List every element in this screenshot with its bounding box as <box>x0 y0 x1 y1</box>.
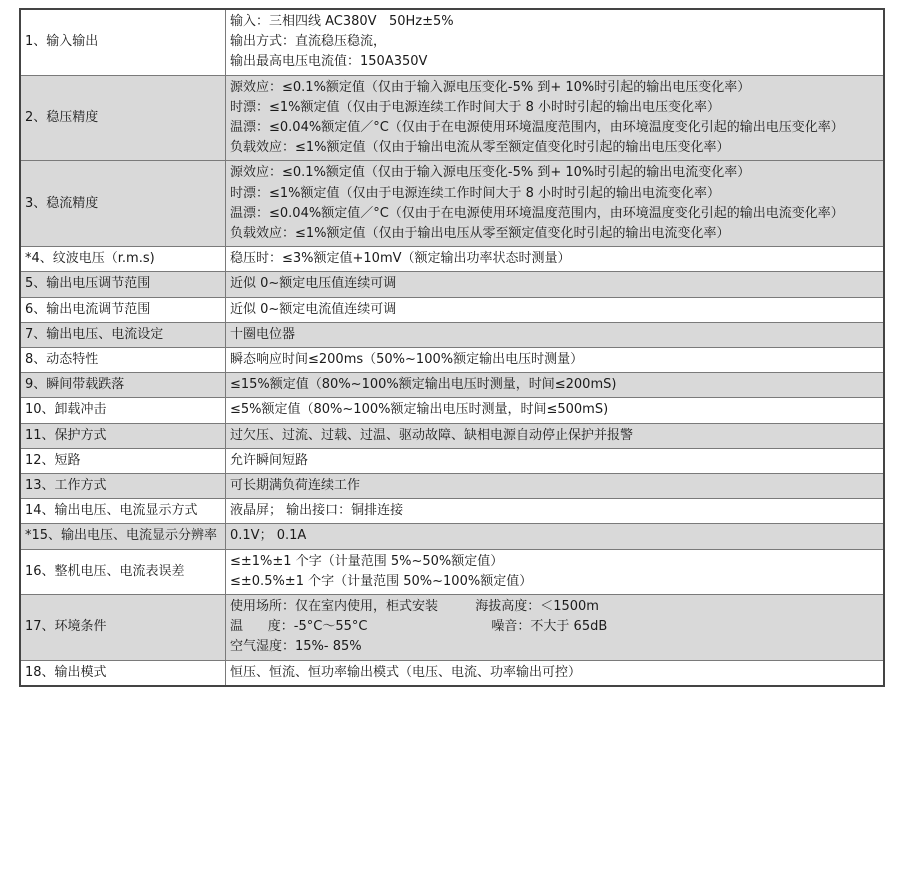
spec-label: 8、动态特性 <box>20 348 226 373</box>
spec-label: 5、输出电压调节范围 <box>20 272 226 297</box>
spec-value <box>226 75 885 161</box>
table-row <box>20 247 884 272</box>
table-row <box>20 9 884 75</box>
table-row <box>20 297 884 322</box>
spec-value: 液晶屏； 输出接口：铜排连接 <box>226 499 885 524</box>
spec-label: *4、纹波电压（r.m.s) <box>20 247 226 272</box>
spec-line: 负载效应：≤1%额定值（仅由于输出电压从零至额定值变化时引起的输出电流变化率） <box>230 226 730 242</box>
table-row <box>20 595 884 661</box>
spec-label: 2、稳压精度 <box>20 75 226 161</box>
spec-label: 12、短路 <box>20 448 226 473</box>
table-row <box>20 272 884 297</box>
spec-label: 10、卸载冲击 <box>20 398 226 423</box>
spec-line: 输出方式：直流稳压稳流， <box>230 34 387 50</box>
spec-line: 使用场所：仅在室内使用，柜式安装 海拔高度：＜1500m <box>230 599 599 615</box>
table-row <box>20 474 884 499</box>
table-row <box>20 322 884 347</box>
spec-label: 3、稳流精度 <box>20 161 226 247</box>
spec-value: 瞬态响应时间≤200ms（50%~100%额定输出电压时测量） <box>226 348 885 373</box>
spec-line: 负载效应：≤1%额定值（仅由于输出电流从零至额定值变化时引起的输出电压变化率） <box>230 140 730 156</box>
spec-line: 时漂：≤1%额定值（仅由于电源连续工作时间大于 8 小时时引起的输出电压变化率） <box>230 99 721 115</box>
spec-label: 9、瞬间带载跌落 <box>20 373 226 398</box>
spec-line: 温漂：≤0.04%额定值／°C（仅由于在电源使用环境温度范围内，由环境温度变化引起的输出电流变化率） <box>230 205 844 221</box>
spec-table-container <box>19 8 885 687</box>
spec-value: 近似 0~额定电流值连续可调 <box>226 297 885 322</box>
spec-label: 14、输出电压、电流显示方式 <box>20 499 226 524</box>
spec-value: ≤5%额定值（80%~100%额定输出电压时测量，时间≤500mS) <box>226 398 885 423</box>
spec-label: 11、保护方式 <box>20 423 226 448</box>
spec-value: 稳压时：≤3%额定值+10mV（额定输出功率状态时测量） <box>226 247 885 272</box>
spec-value <box>226 595 885 661</box>
spec-label: 18、输出模式 <box>20 660 226 686</box>
table-row <box>20 161 884 247</box>
spec-line: 空气湿度：15%- 85% <box>230 639 362 655</box>
spec-value: 过欠压、过流、过载、过温、驱动故障、缺相电源自动停止保护并报警 <box>226 423 885 448</box>
spec-table <box>19 8 885 687</box>
spec-label: 7、输出电压、电流设定 <box>20 322 226 347</box>
spec-value: 恒压、恒流、恒功率输出模式（电压、电流、功率输出可控） <box>226 660 885 686</box>
table-row <box>20 448 884 473</box>
table-row <box>20 75 884 161</box>
spec-value: 近似 0~额定电压值连续可调 <box>226 272 885 297</box>
table-row <box>20 398 884 423</box>
spec-label: 16、整机电压、电流表误差 <box>20 549 226 594</box>
spec-line: 输入：三相四线 AC380V 50Hz±5% <box>230 14 454 29</box>
spec-value: 0.1V； 0.1A <box>226 524 885 549</box>
table-row <box>20 524 884 549</box>
spec-table-body <box>20 9 884 686</box>
spec-label: 17、环境条件 <box>20 595 226 661</box>
spec-line: 时漂：≤1%额定值（仅由于电源连续工作时间大于 8 小时时引起的输出电流变化率） <box>230 185 721 201</box>
spec-value: 可长期满负荷连续工作 <box>226 474 885 499</box>
spec-label: 13、工作方式 <box>20 474 226 499</box>
table-row <box>20 660 884 686</box>
spec-label: 6、输出电流调节范围 <box>20 297 226 322</box>
table-row <box>20 423 884 448</box>
spec-label: *15、输出电压、电流显示分辨率 <box>20 524 226 549</box>
spec-line: 温漂：≤0.04%额定值／°C（仅由于在电源使用环境温度范围内，由环境温度变化引起的输出电压变化率） <box>230 120 844 136</box>
spec-value <box>226 9 885 75</box>
spec-value: 十圈电位器 <box>226 322 885 347</box>
spec-value: ≤15%额定值（80%~100%额定输出电压时测量，时间≤200mS) <box>226 373 885 398</box>
spec-line: ≤±0.5%±1 个字（计量范围 50%~100%额定值） <box>230 573 533 589</box>
spec-line: 输出最高电压电流值：150A350V <box>230 54 428 70</box>
table-row <box>20 348 884 373</box>
spec-line: 源效应：≤0.1%额定值（仅由于输入源电压变化-5% 到+ 10%时引起的输出电压变化率） <box>230 79 751 95</box>
spec-line: 温 度：-5°C～55°C 噪音：不大于 65dB <box>230 619 608 635</box>
spec-label: 1、输入输出 <box>20 9 226 75</box>
spec-value: 允许瞬间短路 <box>226 448 885 473</box>
table-row <box>20 499 884 524</box>
spec-line: ≤±1%±1 个字（计量范围 5%~50%额定值） <box>230 553 504 569</box>
table-row <box>20 373 884 398</box>
spec-line: 源效应：≤0.1%额定值（仅由于输入源电压变化-5% 到+ 10%时引起的输出电流变化率） <box>230 165 751 181</box>
table-row <box>20 549 884 594</box>
spec-value <box>226 549 885 594</box>
spec-value <box>226 161 885 247</box>
